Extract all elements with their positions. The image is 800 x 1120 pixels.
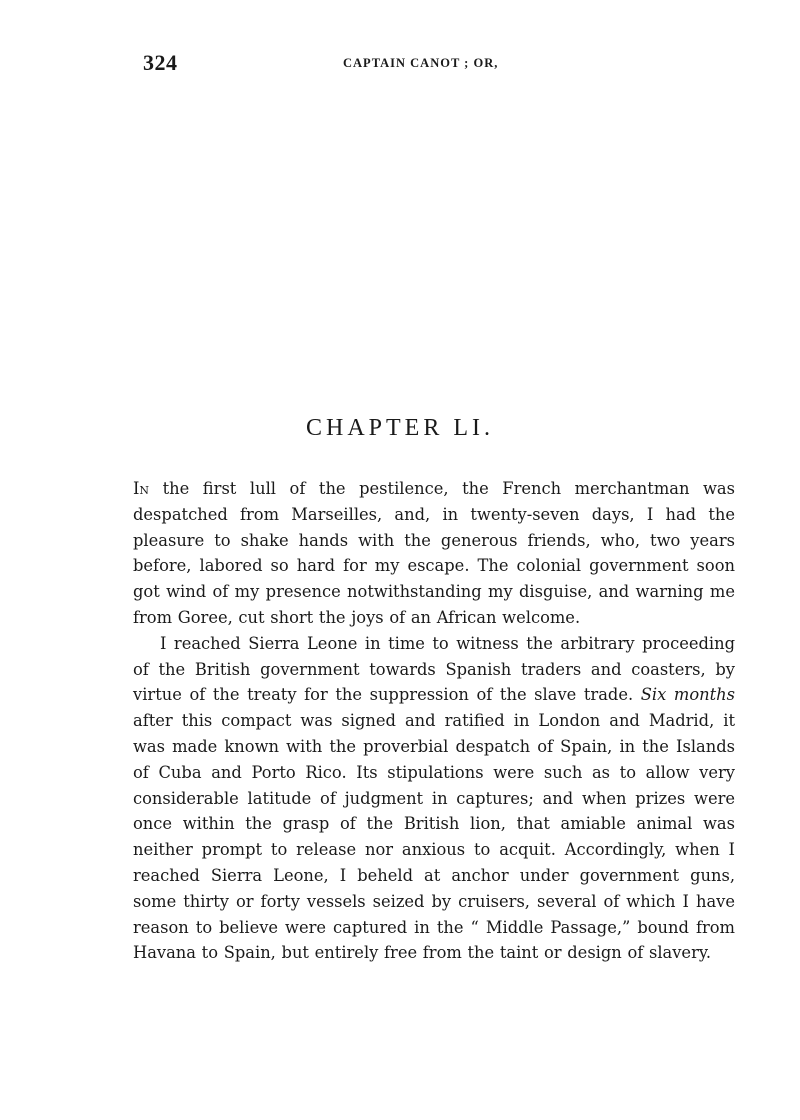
running-head: CAPTAIN CANOT ; OR, xyxy=(343,56,499,70)
paragraph-1 xyxy=(133,476,735,631)
paragraph-2-text-end: after this compact was signed and ratified in London and Madrid, it was made known with the proverbial despatch of Spain, in the Islands of Cuba and Porto Rico. Its stipulations were such as to allow very considerable latitude of judgment in captures; and when prizes were once within the grasp of the British lion, that amiable animal was neither prompt to release nor anxious to acquit. Accordingly, when I reached Sierra Leone, I beheld at anchor under government guns, some thirty or forty vessels seized by cruisers, several of which I have reason to believe were captured in the “ Middle Passage,” bound from Havana to Spain, but entirely free from the taint or design of slavery. xyxy=(133,711,735,963)
chapter-body xyxy=(133,476,735,966)
paragraph-1-text: the first lull of the pestilence, the French merchantman was despatched from Marseilles, and, in twenty-seven days, I had the pleasure to shake hands with the generous friends, who, two years before, labored so hard for my escape. The colonial government soon got wind of my presence notwithstanding my disguise, and warning me from Goree, cut short the joys of an African welcome. xyxy=(133,479,735,627)
paragraph-2-text-start: I reached Sierra Leone in time to witness the arbitrary proceeding of the British government towards Spanish traders and coasters, by virtue of the treaty for the suppression of the slave trade. xyxy=(133,633,735,705)
paragraph-2 xyxy=(133,631,735,966)
page-number: 324 xyxy=(143,50,178,75)
paragraph-initial-word: In xyxy=(133,479,150,498)
paragraph-2-italic-phrase: Six months xyxy=(640,685,735,705)
chapter-title: CHAPTER LI. xyxy=(306,415,494,441)
